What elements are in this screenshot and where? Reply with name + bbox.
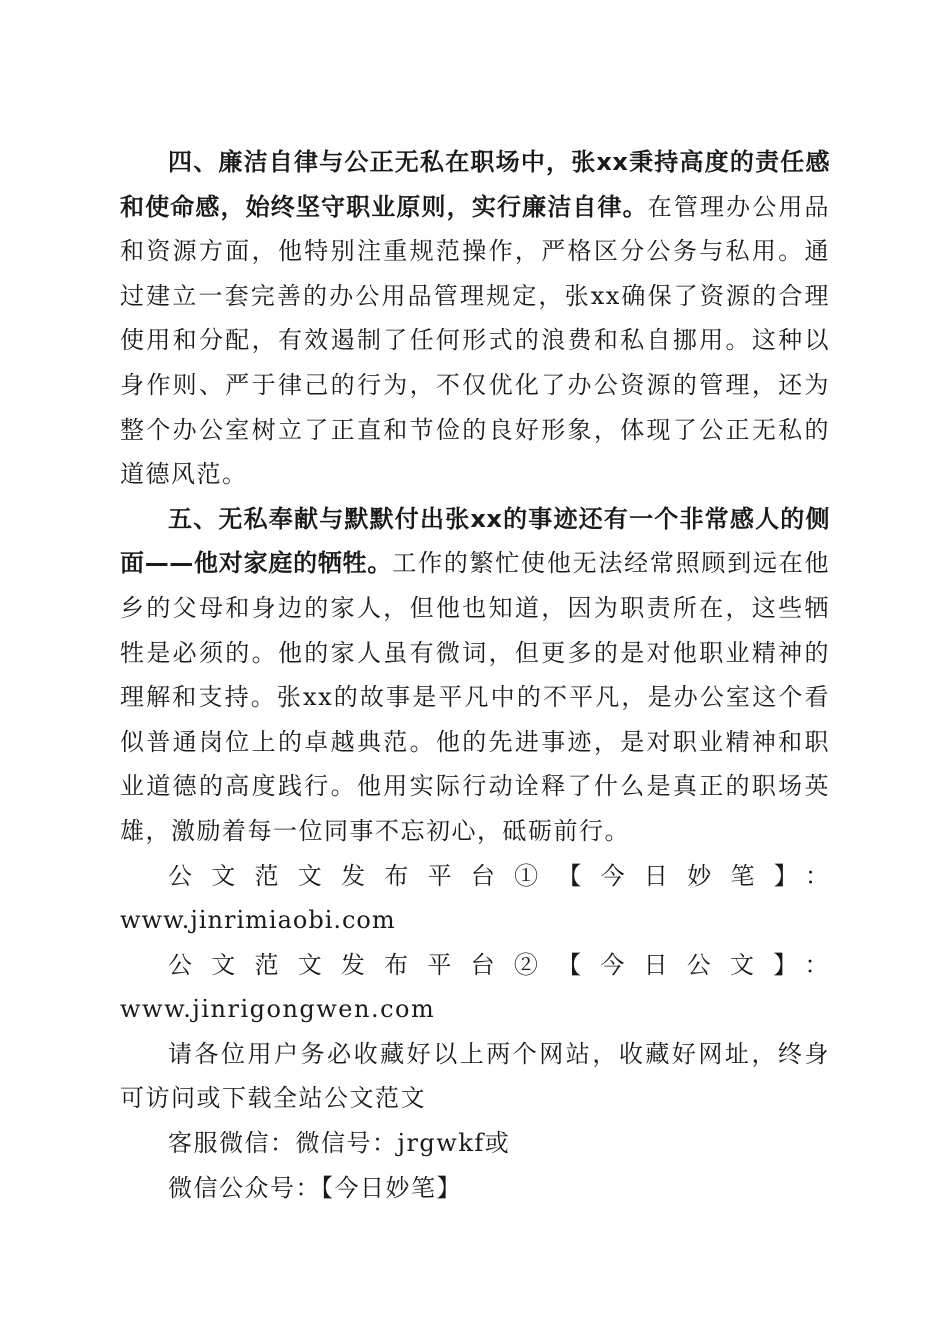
document-page: [120, 140, 830, 1210]
customer-service-wechat: 客服微信：微信号：jrgwkf或: [168, 1129, 511, 1158]
platform-two-line: 公文范文发布平台②【今日公文】：www.jinrigongwen.com: [120, 950, 830, 1024]
section-four-paragraph: [120, 140, 830, 497]
section-four-body: 在管理办公用品和资源方面，他特别注重规范操作，严格区分公务与私用。通过建立一套完善的办公用品管理规定，张xx确保了资源的合理使用和分配，有效遏制了任何形式的浪费和私自挪用。这种以身作则、严于律己的行为，不仅优化了办公资源的管理，还为整个办公室树立了正直和节俭的良好形象，体现了公正无私的道德风范。: [120, 192, 831, 489]
bookmark-reminder: 请各位用户务必收藏好以上两个网站，收藏好网址，终身可访问或下载全站公文范文: [120, 1039, 830, 1113]
official-account: 微信公众号：【今日妙笔】: [168, 1173, 462, 1202]
section-four-heading: 四、廉洁自律与公正无私在职场中，张xx秉持高度的责任感和使命感，始终坚守职业原则，实行廉洁自律。: [120, 148, 830, 221]
platform-one-line: 公文范文发布平台①【今日妙笔】：www.jinrimiaobi.com: [120, 861, 830, 935]
section-five-body: 工作的繁忙使他无法经常照顾到远在他乡的父母和身边的家人，但他也知道，因为职责所在，这些牺牲是必须的。他的家人虽有微词，但更多的是对他职业精神的理解和支持。张xx的故事是平凡中的不平凡，是办公室这个看似普通岗位上的卓越典范。他的先进事迹，是对职业精神和职业道德的高度践行。他用实际行动诠释了什么是真正的职场英雄，激励着每一位同事不忘初心，砥砺前行。: [120, 549, 831, 845]
section-five-paragraph: [120, 497, 830, 854]
section-five-heading: 五、无私奉献与默默付出张xx的事迹还有一个非常感人的侧面——他对家庭的牺牲。: [120, 504, 830, 578]
